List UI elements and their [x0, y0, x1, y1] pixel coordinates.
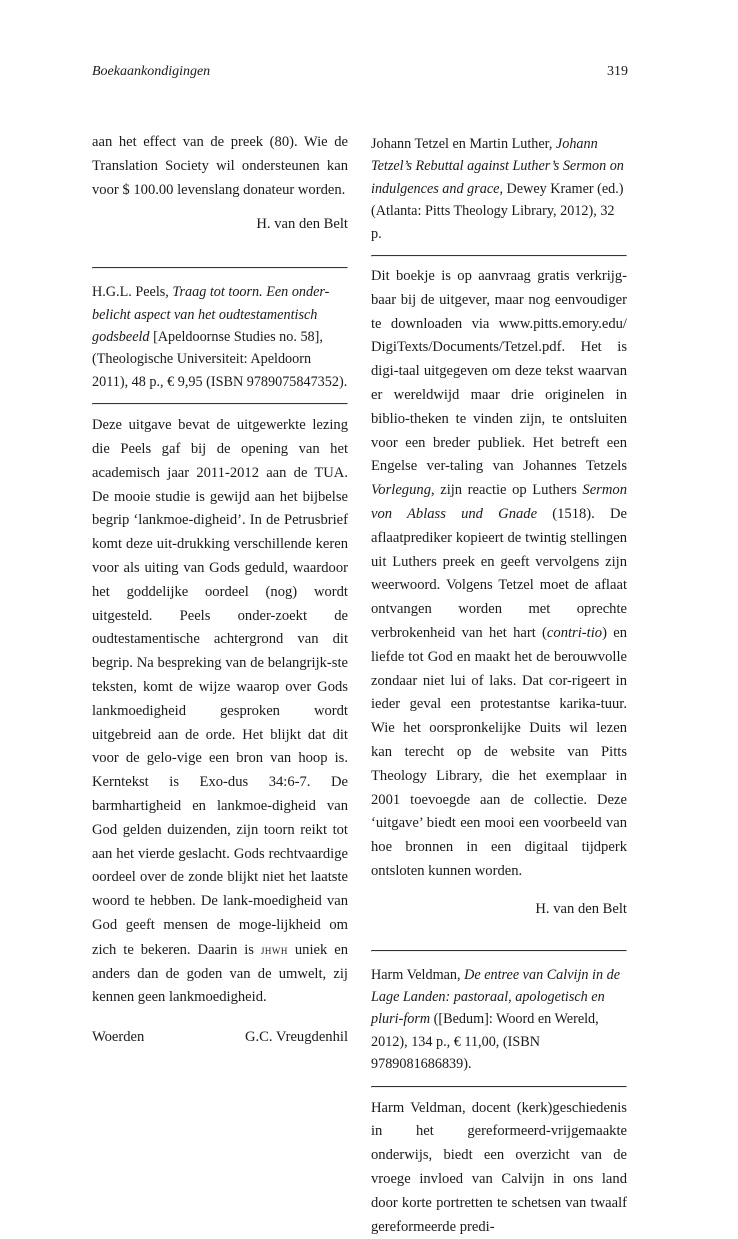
citation-divider [371, 1086, 627, 1088]
book-author: Harm Veldman, [371, 966, 465, 983]
italic-term: contri-tio [546, 624, 603, 641]
book-title: Johann Tetzel’s Rebuttal against Luther’s Sermon on indulgences and grace [371, 136, 624, 197]
review-text: Harm Veldman, docent (kerk)geschiedenis in het gereformeerd-vrijgemaakte onderwijs, biedt een overzicht van de vroege invloed van Calvijn in ons land door korte portretten te schetsen van twaalf gereformeerde predi- [371, 1099, 627, 1235]
book-citation [371, 952, 627, 1086]
section-title: Boekaankondigingen [92, 64, 211, 79]
review-text-part: (1518). De aflaatprediker kopieert de twintig stellingen uit Luthers preek en geeft vervolgens zijn weerwoord. Volgens Tetzel moet de aflaat ontvangen worden met oprechte verbrokenheid van het hart ( [371, 506, 627, 641]
running-head [92, 62, 628, 82]
review-text-part: Deze uitgave bevat de uitgewerkte lezing die Peels gaf bij de opening van het academisch jaar 2011-2012 aan de TUA. De mooie studie is gewijd aan het bijbelse begrip ‘lankmoe-digheid’. In de Petrusbrief komt deze uit-drukking verschillende keren voor als uiting van Gods geduld, waardoor het goddelijke oordeel (nog) wordt uitgesteld. Peels onder-zoekt de oudtestamentische achtergrond van dit begrip. Na bespreking van de belangrijk-ste teksten, komt de wijze waarop over Gods lankmoedigheid gesproken wordt uitgebreid aan de orde. Het blijkt dat dit voor de gelo-vige een bron van hoop is. Kerntekst is Exo-dus 34:6-7. De barmhartigheid en lankmoe-digheid van God gelden duizenden, zijn toorn reikt tot aan het vierde geslacht. Gods rechtvaardige oordeel over de zonde blijkt niet het laatste woord te hebben. De lank-moedigheid van God geeft mensen de moge-lijkheid om zich te bekeren. Daarin is [92, 417, 348, 958]
review-text-part: , zijn reactie op Luthers [431, 482, 583, 499]
continued-review-text: aan het effect van de preek (80). Wie de Translation Society wil ondersteunen kan voor $ 100.00 levenslang donateur worden. [92, 134, 348, 198]
book-details: [Apeldoornse Studies no. 58], (Theologische Universiteit: Apeldoorn 2011), 48 p., € 9,95 (ISBN 9789075847352). [92, 329, 348, 390]
book-author: H.G.L. Peels, [92, 284, 173, 301]
review-place: Woerden [92, 1029, 145, 1046]
book-details: ([Bedum]: Woord en Wereld, 2012), 134 p., € 11,00, (ISBN 9789081686839). [371, 1011, 599, 1073]
divine-name: jhwh [260, 941, 288, 957]
book-citation [371, 131, 627, 255]
book-details: , Dewey Kramer (ed.) (Atlanta: Pitts Theology Library, 2012), 32 p. [371, 180, 624, 242]
right-column [371, 131, 627, 1239]
reviewer-signature: H. van den Belt [256, 216, 348, 233]
book-title: Traag tot toorn. Een onder-belicht aspect van het oudtestamentisch godsbeeld [92, 284, 330, 345]
left-column [92, 131, 348, 1050]
italic-title: Sermon von Ablass und Gnade [371, 482, 627, 522]
reviewer-signature: H. van den Belt [535, 900, 627, 917]
review-text [371, 265, 627, 884]
page-number: 319 [607, 64, 628, 79]
book-citation [92, 269, 348, 403]
review-text-part: Dit boekje is op aanvraag gratis verkrijg-baar bij de uitgever, maar nog eenvoudiger te downloaden via www.pitts.emory.edu/ DigiTexts/Documents/Tetzel.pdf. Het is digi-taal uitgegeven om deze tekst waarvan er wereldwijd maar drie originelen in biblio-theken te vinden zijn, te ontsluiten voor een breder publiek. Het betreft een Engelse ver-taling van Johannes Tetzels [371, 268, 627, 475]
citation-divider [371, 255, 627, 257]
review-text [92, 414, 348, 1010]
citation-divider [92, 403, 348, 405]
book-title: De entree van Calvijn in de Lage Landen: pastoraal, apologetisch en pluri-form [371, 966, 621, 1028]
review-text-part: ) en liefde tot God en maakt het de berouwvolle zondaar niet lui of laks. Dat cor-rigeert in ieder geval een protestantse karika-tuur. Wie het oorspronkelijke Duits wil lezen kan terecht op de website van Pitts Theology Library, die het exemplaar in 2001 toevoegde aan de collectie. Deze ‘uitgave’ biedt een mooi een voorbeeld van hoe bronnen in een digitaal tijdperk ontsloten kunnen worden. [371, 624, 627, 879]
book-author: Johann Tetzel en Martin Luther, [371, 136, 556, 152]
italic-title: Vorlegung [371, 482, 431, 499]
review-text-part: uniek en anders dan de goden van de umwelt, zij kennen geen lankmoedigheid. [92, 941, 348, 1006]
reviewer-signature: G.C. Vreugdenhil [244, 1029, 348, 1046]
review-footer [92, 1026, 348, 1050]
